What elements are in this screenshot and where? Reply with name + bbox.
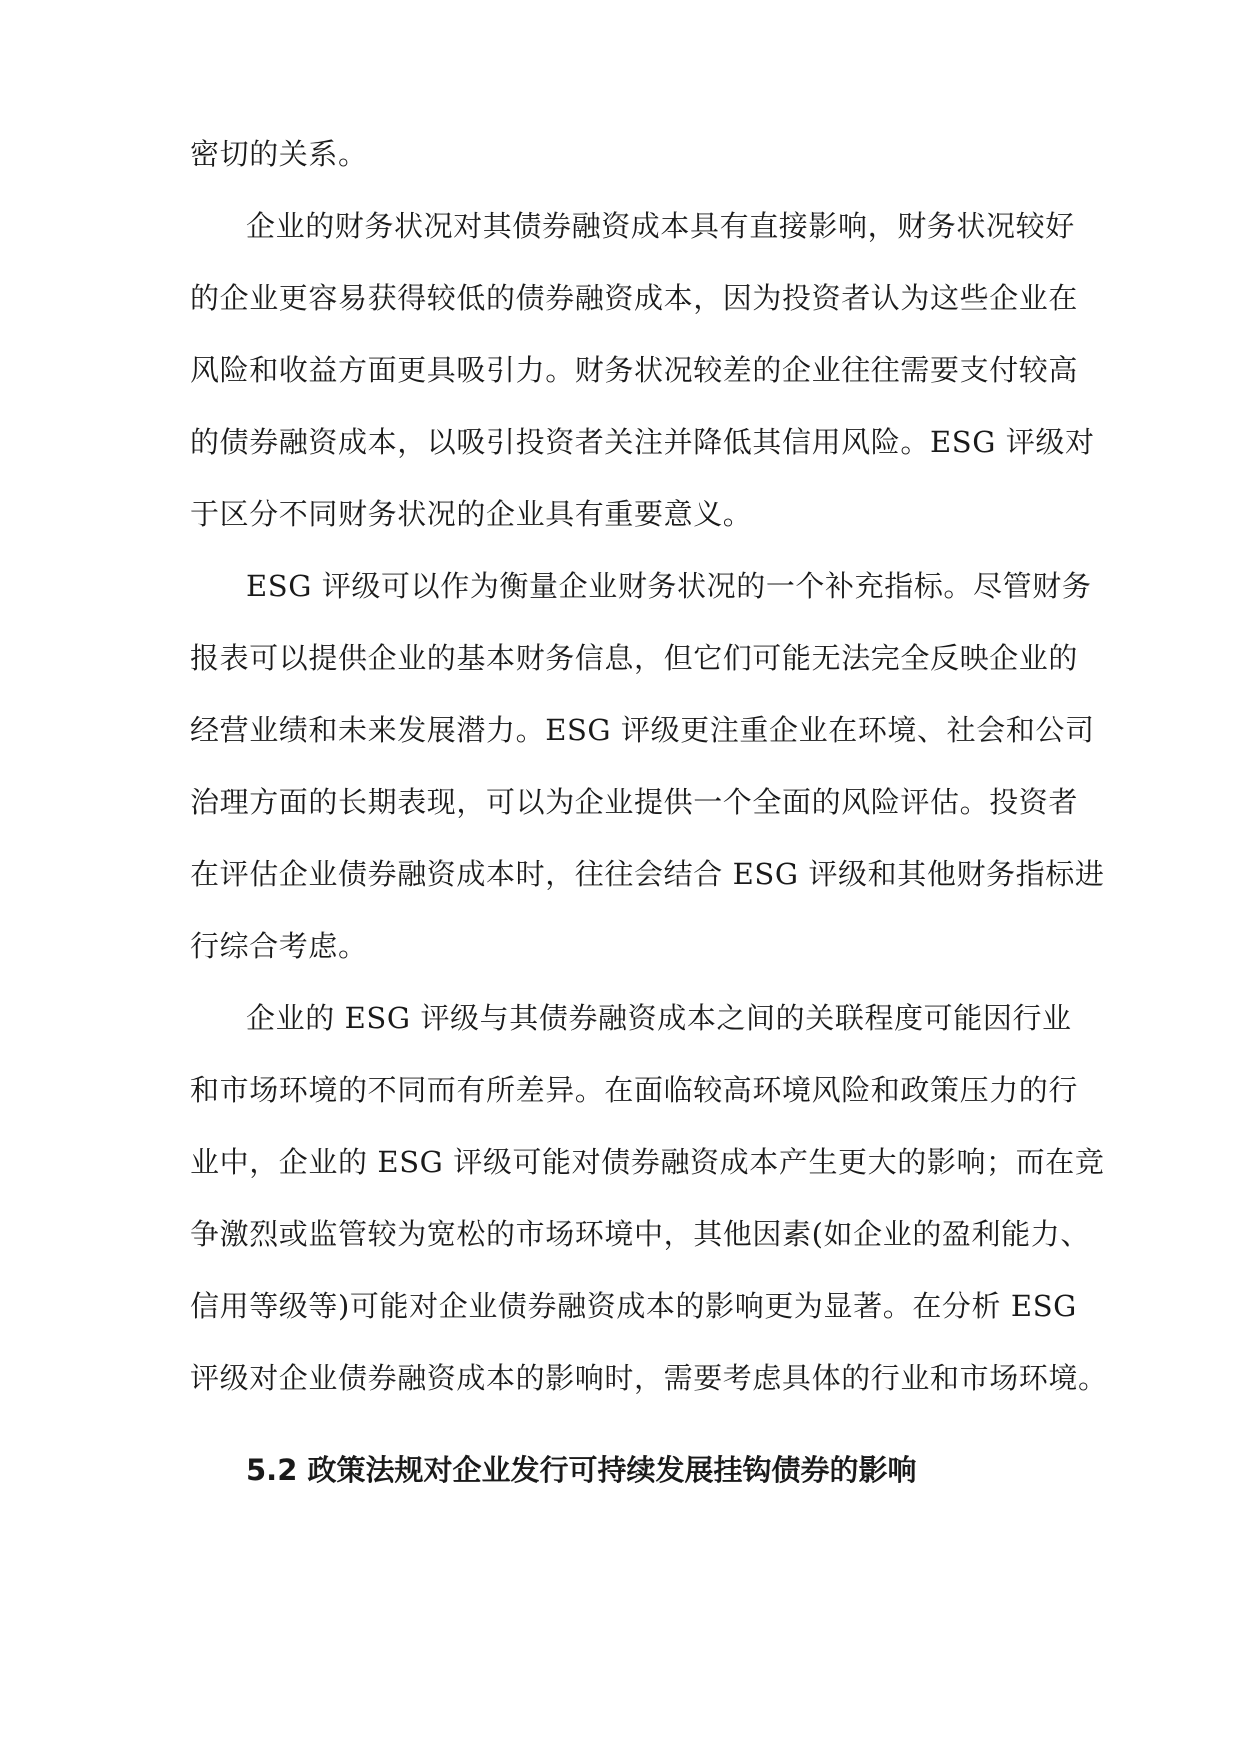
paragraph-line: 企业的财务状况对其债券融资成本具有直接影响，财务状况较好	[246, 209, 1075, 243]
paragraph-line: 业中，企业的 ESG 评级可能对债券融资成本产生更大的影响；而在竞	[190, 1145, 1105, 1179]
paragraph-line: 的企业更容易获得较低的债券融资成本，因为投资者认为这些企业在	[190, 281, 1079, 315]
paragraph-line: 企业的 ESG 评级与其债券融资成本之间的关联程度可能因行业	[246, 1001, 1072, 1035]
paragraph-line: 行综合考虑。	[190, 929, 368, 963]
paragraph-line: 在评估企业债券融资成本时，往往会结合 ESG 评级和其他财务指标进	[190, 857, 1105, 891]
paragraph-line: 评级对企业债券融资成本的影响时，需要考虑具体的行业和市场环境。	[190, 1361, 1108, 1395]
paragraph-line: 和市场环境的不同而有所差异。在面临较高环境风险和政策压力的行	[190, 1073, 1079, 1107]
paragraph-line: 治理方面的长期表现，可以为企业提供一个全面的风险评估。投资者	[190, 785, 1079, 819]
paragraph-line: 信用等级等)可能对企业债券融资成本的影响更为显著。在分析 ESG	[190, 1289, 1077, 1323]
paragraph-line: ESG 评级可以作为衡量企业财务状况的一个补充指标。尽管财务	[246, 569, 1092, 603]
paragraph-line: 经营业绩和未来发展潜力。ESG 评级更注重企业在环境、社会和公司	[190, 713, 1095, 747]
paragraph-line: 争激烈或监管较为宽松的市场环境中，其他因素(如企业的盈利能力、	[190, 1217, 1090, 1251]
paragraph-line: 风险和收益方面更具吸引力。财务状况较差的企业往往需要支付较高	[190, 353, 1079, 387]
paragraph-line: 报表可以提供企业的基本财务信息，但它们可能无法完全反映企业的	[190, 641, 1079, 675]
paragraph-line: 于区分不同财务状况的企业具有重要意义。	[190, 497, 753, 531]
paragraph-line: 密切的关系。	[190, 137, 368, 171]
paragraph-line: 的债券融资成本，以吸引投资者关注并降低其信用风险。ESG 评级对	[190, 425, 1095, 459]
section-heading: 5.2 政策法规对企业发行可持续发展挂钩债券的影响	[246, 1453, 917, 1487]
